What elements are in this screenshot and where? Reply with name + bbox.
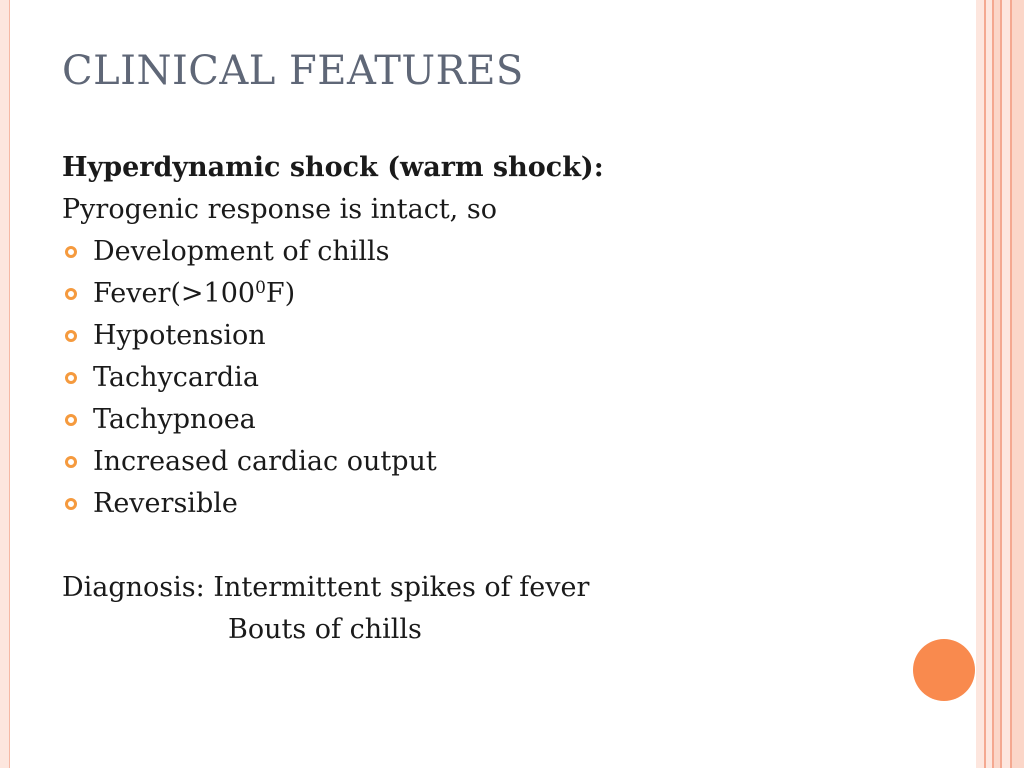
section-heading: Hyperdynamic shock (warm shock):: [62, 152, 604, 183]
list-item: [62, 399, 942, 441]
bullet-text: Tachypnoea: [93, 404, 256, 435]
spacer: [62, 525, 942, 567]
slide-content: [62, 147, 942, 651]
left-border-stripe: [0, 0, 10, 768]
slide-title: CLINICAL FEATURES: [62, 48, 524, 94]
bullet-text: Hypotension: [93, 320, 266, 351]
ring-bullet-icon: [65, 414, 77, 426]
diagnosis-line-continued: Bouts of chills: [228, 614, 422, 645]
bullet-text: Fever(>100: [93, 278, 256, 309]
superscript: 0: [255, 278, 266, 298]
list-item: [62, 483, 942, 525]
ring-bullet-icon: [65, 372, 77, 384]
bullet-text: Increased cardiac output: [93, 446, 437, 477]
decorative-circle: [913, 639, 975, 701]
list-item: [62, 357, 942, 399]
diagnosis-line: Diagnosis: Intermittent spikes of fever: [62, 572, 590, 603]
list-item: [62, 315, 942, 357]
right-stripe: [976, 0, 984, 768]
list-item: [62, 231, 942, 273]
intro-text: Pyrogenic response is intact, so: [62, 194, 497, 225]
bullet-text: Reversible: [93, 488, 238, 519]
right-stripe: [1012, 0, 1024, 768]
ring-bullet-icon: [65, 288, 77, 300]
bullet-list: [62, 231, 942, 525]
ring-bullet-icon: [65, 456, 77, 468]
bullet-text: Development of chills: [93, 236, 390, 267]
ring-bullet-icon: [65, 246, 77, 258]
list-item: [62, 441, 942, 483]
ring-bullet-icon: [65, 498, 77, 510]
bullet-text: Tachycardia: [93, 362, 259, 393]
right-stripe: [1002, 0, 1010, 768]
bullet-text-suffix: F): [265, 278, 296, 309]
ring-bullet-icon: [65, 330, 77, 342]
list-item: [62, 273, 942, 315]
